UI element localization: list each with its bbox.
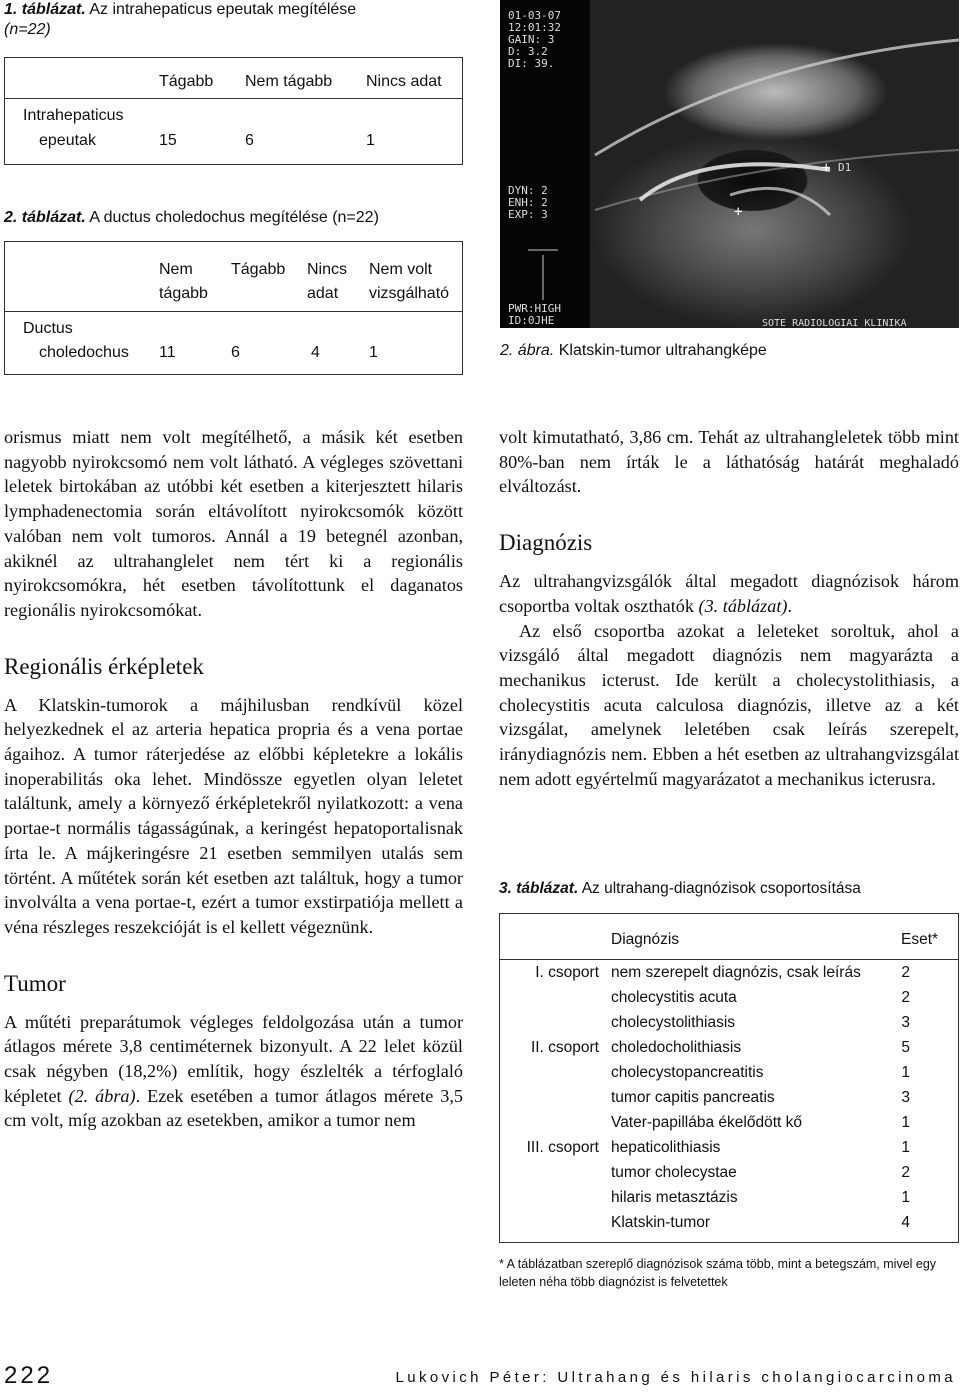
table1-caption-n: (n=22) <box>4 21 51 38</box>
table1-value-1: 15 <box>159 132 177 149</box>
table1-value-3: 1 <box>366 132 375 149</box>
table3-count-cell: 2 <box>901 964 910 981</box>
paragraph: A Klatskin-tumorok a májhilusban rendkívül közel helyezkednek el az arteria hepatica propria és a vena portae ágaihoz. A tumor ráterjedése az előbbi képletekre a lokális inoperabilitás oka lehet. Mindössze egyetlen olyan leletet találtunk, amely a környező érképletekről nyilatkozott: a vena portae-t normális tágasságúnak, a keringést hepatoportalisnak írta le. A májkeringésre 21 esetben semmilyen utalás sem történt. A műtétek során két esetben azt találtuk, hogy a tumor involválta a vena portae-t, ezért a tumor exstirpatiója mellett a véna részleges reszekcióját is el kellett végeznünk. <box>4 694 463 937</box>
table2-header-2: Tágabb <box>231 261 286 278</box>
left-column <box>4 425 463 1133</box>
running-title: Lukovich Péter: Ultrahang és hilaris cholangiocarcinoma <box>395 1369 956 1386</box>
ultrasound-marker: D1 <box>838 161 852 174</box>
table3-diagnosis-cell: Vater-papillába ékelődött kő <box>611 1114 803 1131</box>
table3-count-cell: 4 <box>901 1214 910 1231</box>
paragraph-text: . Ezek esetében a tumor átlagos mérete 3,5 cm volt, míg azokban az esetekben, amikor a tumor nem <box>4 1085 463 1131</box>
table2-caption-text: A ductus choledochus megítélése (n=22) <box>89 209 379 226</box>
paragraph: Az első csoportba azokat a leleteket soroltuk, ahol a vizsgáló által megadott diagnózis nem magyarázta a mechanikus icterust. Ide került a cholecystolithiasis, a cholecystitis acuta calculosa diagnózis, illetve az a két vizsgálat, amelynek leletében csak leírás szerepelt, iránydiagnózis nem. Ebben a hét esetben az ultrahangvizsgálat nem adott egyértelmű magyarázatot a mechanikus icterusra. <box>499 620 959 789</box>
paragraph <box>4 1010 463 1134</box>
table3-footnote: * A táblázatban szereplő diagnózisok száma több, mint a betegszám, mivel egy leleten néha több diagnózist is felvetettek <box>499 1257 937 1289</box>
table2-row-label-2: choledochus <box>39 344 129 361</box>
table1-header-2: Nem tágabb <box>245 73 333 90</box>
table3-header-cases: Eset* <box>901 931 939 948</box>
table3 <box>499 913 959 1243</box>
table2-header-1: Nem <box>159 261 193 278</box>
section-heading: Regionális érképletek <box>4 653 204 679</box>
table3-count-cell: 5 <box>901 1039 910 1056</box>
table3-diagnosis-cell: nem szerepelt diagnózis, csak leírás <box>611 964 861 981</box>
ultrasound-overlay-pwr: PWR:HIGH ID:0JHE <box>508 302 561 327</box>
table3-group-label: III. csoport <box>526 1139 599 1156</box>
figure2-caption-number: 2. ábra. <box>500 342 555 359</box>
table2-header-4b: vizsgálható <box>369 285 450 302</box>
table2-caption <box>4 208 474 228</box>
table2-header-1b: tágabb <box>159 285 208 302</box>
figure-reference: (2. ábra) <box>68 1085 136 1106</box>
svg-text:+: + <box>822 160 831 176</box>
table1-header-1: Tágabb <box>159 73 214 90</box>
table3-count-cell: 3 <box>901 1089 910 1106</box>
paragraph <box>499 569 959 618</box>
table2-value-1: 11 <box>159 344 176 361</box>
ultrasound-graphics <box>500 0 959 328</box>
page-number: 222 <box>4 1362 54 1389</box>
table3-diagnosis-cell: cholecystopancreatitis <box>611 1064 764 1081</box>
table2-header-4: Nem volt <box>369 261 433 278</box>
table3-diagnosis-cell: hepaticolithiasis <box>611 1139 721 1156</box>
table3-diagnosis-cell: cholecystitis acuta <box>611 989 737 1006</box>
table3-group-label: II. csoport <box>530 1039 599 1056</box>
table3-count-cell: 3 <box>901 1014 910 1031</box>
ultrasound-clinic-label: SOTE RADIOLOGIAI KLINIKA <box>762 318 907 329</box>
table3-count-cell: 1 <box>901 1114 910 1131</box>
section-heading: Tumor <box>4 970 66 996</box>
table3-caption <box>499 879 861 899</box>
table3-count-cell: 2 <box>901 1164 910 1181</box>
table3-count-cell: 2 <box>901 989 910 1006</box>
table1-caption-number: 1. táblázat. <box>4 1 86 18</box>
table2-value-3: 4 <box>311 344 320 361</box>
paragraph: volt kimutatható, 3,86 cm. Tehát az ultrahangleletek több mint 80%-ban nem írták le a láthatóság határát meghaladó elváltozást. <box>499 427 959 497</box>
figure2-caption <box>500 341 767 361</box>
ultrasound-overlay-mid: DYN: 2 ENH: 2 EXP: 3 <box>508 184 548 221</box>
table3-caption-number: 3. táblázat. <box>499 880 579 897</box>
table3-count-cell: 1 <box>901 1064 910 1081</box>
table1-row-label-2: epeutak <box>39 132 96 149</box>
table3-diagnosis-cell: Klatskin-tumor <box>611 1214 711 1231</box>
table2-header-rule <box>5 311 462 312</box>
section-heading: Diagnózis <box>499 530 593 556</box>
table2 <box>4 241 463 375</box>
table3-diagnosis-cell: cholecystolithiasis <box>611 1014 736 1031</box>
figure2-caption-text: Klatskin-tumor ultrahangképe <box>558 342 767 359</box>
table2-value-4: 1 <box>369 344 378 361</box>
table3-count-cell: 1 <box>901 1189 910 1206</box>
table3-group-label: I. csoport <box>535 964 599 981</box>
paragraph-text: . <box>787 595 792 616</box>
table1-caption-text: Az intrahepaticus epeutak megítélése <box>89 1 357 18</box>
table1-header-rule <box>5 98 462 99</box>
ultrasound-overlay-top: 01-03-07 12:01:32 GAIN: 3 D: 3.2 DI: 39. <box>508 9 561 70</box>
table1 <box>4 57 463 165</box>
paragraph-text: Az ultrahangvizsgálók által megadott diagnózisok három csoportba voltak oszthatók <box>499 571 959 616</box>
table-reference: (3. táblázat) <box>698 595 788 616</box>
table3-diagnosis-cell: tumor capitis pancreatis <box>611 1089 775 1106</box>
paragraph: orismus miatt nem volt megítélhető, a másik két esetben nagyobb nyirokcsomó nem volt látható. A végleges szövettani leletek birtokában az utóbbi két esetben a kiterjesztett hilaris lymphadenectomia során eltávolított nyirokcsomók között valóban nem volt tumoros. Annál a 19 betegnél azonban, akiknél az ultrahanglelet nem tért ki a regionális nyirokcsomókra, hét esetben távolítottunk el daganatos regionális nyirokcsomókat. <box>4 427 463 620</box>
right-column <box>499 425 959 791</box>
table1-row-label: Intrahepaticus <box>23 107 124 124</box>
table2-value-2: 6 <box>231 344 240 361</box>
table2-header-3b: adat <box>307 285 339 302</box>
table3-diagnosis-cell: choledocholithiasis <box>611 1039 742 1056</box>
table3-header-diagnosis: Diagnózis <box>611 931 680 948</box>
table2-row-label: Ductus <box>23 320 73 337</box>
table3-diagnosis-cell: tumor cholecystae <box>611 1164 737 1181</box>
table3-caption-text: Az ultrahang-diagnózisok csoportosítása <box>581 880 861 897</box>
ultrasound-image <box>500 0 959 328</box>
table1-caption <box>4 0 474 40</box>
paragraph-text: A műtéti preparátumok végleges feldolgozása után a tumor átlagos mérete 3,8 centiméternek bizonyult. A 22 lelet közül csak négyben (18,2%) említik, hogy észlelték a térfoglaló képletet <box>4 1011 463 1106</box>
table1-value-2: 6 <box>245 132 254 149</box>
table3-count-cell: 1 <box>901 1139 910 1156</box>
table1-header-3: Nincs adat <box>366 73 442 90</box>
table2-caption-number: 2. táblázat. <box>4 209 86 226</box>
table2-header-3: Nincs <box>307 261 348 278</box>
table3-diagnosis-cell: hilaris metasztázis <box>611 1189 738 1206</box>
svg-text:+: + <box>734 204 743 220</box>
